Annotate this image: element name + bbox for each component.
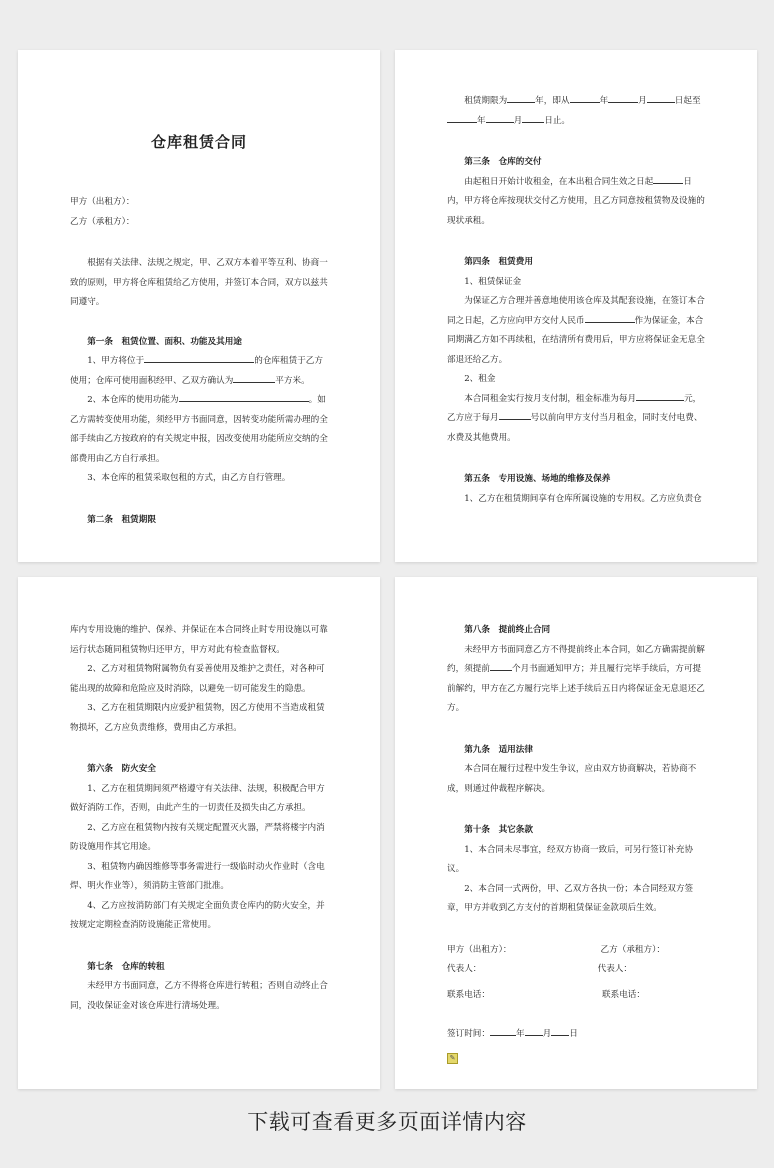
document-page-1 bbox=[18, 50, 380, 562]
party-b-label: 乙方（承租方）： bbox=[70, 216, 135, 227]
article-1-clause-3: 3、本仓库的租赁采取包租的方式，由乙方自行管理。 bbox=[87, 473, 291, 483]
article-7-clause-1: 未经甲方书面同意，乙方不得将仓库进行转租；否则自动终止合同，没收保证金对该仓库进行清场处理。 bbox=[70, 981, 328, 1011]
article-4-clause-1: 为保证乙方合理并善意地使用该仓库及其配套设施，在签订本合同之日起，乙方应向甲方交付人民币 作为保证金，本合同期满乙方如不再续租，在结清所有费用后，甲方应将保证金无息全部退还给乙方。 bbox=[447, 296, 705, 365]
article-10-clause-2: 2、本合同一式两份，甲、乙双方各执一份；本合同经双方签章，甲方并收到乙方支付的首期租赁保证金款项后生效。 bbox=[447, 883, 694, 913]
article-4-clause-2: 本合同租金实行按月支付制，租金标准为每月 元，乙方应于每月 号以前向甲方支付当月租金，同时支付电费、水费及其他费用。 bbox=[447, 390, 705, 449]
document-page-3 bbox=[18, 577, 380, 1089]
article-7-title: 第七条 仓库的转租 bbox=[87, 961, 165, 972]
article-3-body: 由起租日开始计收租金，在本出租合同生效之日起 日内，甲方将仓库按现状交付乙方使用，且乙方同意按租赁物及设施的现状承租。 bbox=[447, 173, 705, 232]
article-9-body: 本合同在履行过程中发生争议，应由双方协商解决，若协商不成，则通过仲裁程序解决。 bbox=[447, 764, 697, 794]
article-5-continuation: 库内专用设施的维护、保养、并保证在本合同终止时专用设施以可靠运行状态随同租赁物归还甲方，甲方对此有检查监督权。 bbox=[70, 625, 328, 655]
party-a-label: 甲方（出租方）： bbox=[70, 197, 135, 207]
intro-paragraph: 根据有关法律、法规之规定，甲、乙双方本着平等互利、协商一致的原则，甲方将仓库租赁给乙方使用，并签订本合同，双方以兹共同遵守。 bbox=[70, 258, 328, 307]
article-1-title: 第一条 租赁位置、面积、功能及其用途 bbox=[87, 336, 242, 347]
article-1-clause-2: 2、本仓库的使用功能为 。如乙方需转变使用功能，须经甲方书面同意，因转变功能所需办理的全部手续由乙方按政府的有关规定申报，因改变使用功能所应交纳的全部费用由乙方自行承担。 bbox=[70, 391, 328, 469]
article-6-title: 第六条 防火安全 bbox=[87, 764, 156, 774]
article-6-clause-2: 2、乙方应在租赁物内按有关规定配置灭火器，严禁将楼宇内消防设施用作其它用途。 bbox=[70, 822, 325, 852]
signature-row-phones bbox=[447, 986, 705, 1006]
rep-a-label: 代表人： bbox=[447, 964, 482, 974]
article-10-clause-1: 1、本合同未尽事宜，经双方协商一致后，可另行签订补充协议。 bbox=[447, 844, 694, 874]
phone-a-label: 联系电话： bbox=[447, 989, 490, 1000]
article-8-body: 未经甲方书面同意乙方不得提前终止本合同，如乙方确需提前解约，须提前 个月书面通知甲方；并且履行完毕手续后，方可提前解约，甲方在乙方履行完毕上述手续后五日内将保证金无息退还乙方。 bbox=[447, 644, 705, 713]
article-6-clause-3: 3、租赁物内确因维修等事务需进行一级临时动火作业时（含电焊、明火作业等），须消防主管部门批准。 bbox=[70, 861, 325, 891]
article-6-clause-4: 4、乙方应按消防部门有关规定全面负责仓库内的防火安全，并按规定定期检查消防设施能正常使用。 bbox=[70, 900, 325, 930]
article-2-title: 第二条 租赁期限 bbox=[87, 514, 156, 525]
note-icon: ✎ bbox=[447, 1053, 458, 1064]
article-8-title: 第八条 提前终止合同 bbox=[464, 625, 551, 635]
signing-date: 签订时间： 年 月 日 bbox=[447, 1025, 705, 1045]
article-5-clause-1: 1、乙方在租赁期间享有仓库所属设施的专用权。乙方应负责仓 bbox=[464, 493, 702, 504]
contract-title: 仓库租赁合同 bbox=[150, 133, 247, 151]
article-5-clause-3: 3、乙方在租赁期限内应爱护租赁物，因乙方使用不当造成租赁物损坏，乙方应负责维修，费用由乙方承担。 bbox=[70, 703, 325, 733]
article-1-clause-1: 1、甲方将位于 的仓库租赁于乙方使用；仓库可使用面积经甲、乙双方确认为 平方米。 bbox=[70, 352, 328, 391]
download-prompt[interactable]: 下载可查看更多页面详情内容 bbox=[247, 1110, 527, 1134]
signature-party-a: 甲方（出租方）： bbox=[447, 944, 512, 955]
article-10-title: 第十条 其它条款 bbox=[464, 825, 533, 835]
lease-term-paragraph: 租赁期限为 年，即从 年 月 日起至年 月 日止。 bbox=[447, 92, 705, 131]
article-9-title: 第九条 适用法律 bbox=[464, 744, 533, 755]
article-4-title: 第四条 租赁费用 bbox=[464, 257, 533, 267]
article-4-sub-1: 1、租赁保证金 bbox=[464, 276, 522, 287]
article-5-title: 第五条 专用设施、场地的维修及保养 bbox=[464, 474, 611, 484]
signature-row-reps bbox=[447, 960, 705, 980]
article-4-sub-2: 2、租金 bbox=[464, 374, 496, 384]
phone-b-label: 联系电话： bbox=[602, 989, 645, 1000]
signature-party-b: 乙方（承租方）： bbox=[600, 944, 665, 955]
document-page-4 bbox=[395, 577, 757, 1089]
signature-row-parties bbox=[447, 941, 705, 961]
article-3-title: 第三条 仓库的交付 bbox=[464, 157, 542, 167]
document-page-2 bbox=[395, 50, 757, 562]
article-6-clause-1: 1、乙方在租赁期间须严格遵守有关法律、法规，积极配合甲方做好消防工作，否则，由此产生的一切责任及损失由乙方承担。 bbox=[70, 783, 325, 813]
article-5-clause-2: 2、乙方对租赁物附属物负有妥善使用及维护之责任，对各种可能出现的故障和危险应及时消除，以避免一切可能发生的隐患。 bbox=[70, 664, 325, 694]
rep-b-label: 代表人： bbox=[597, 964, 632, 974]
